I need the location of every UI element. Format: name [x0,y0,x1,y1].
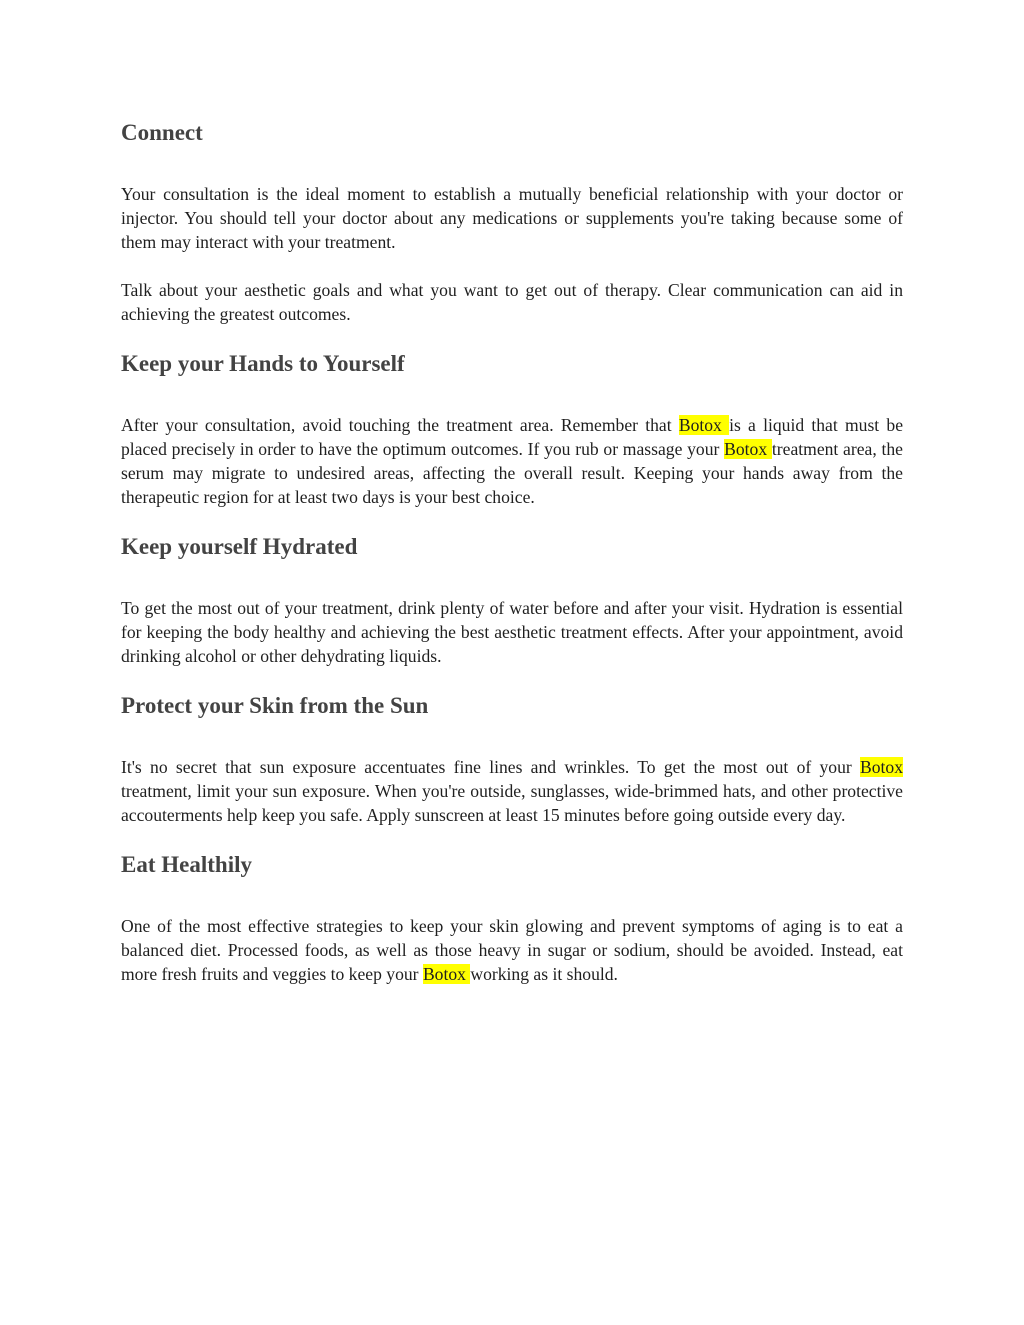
paragraph [121,413,903,509]
paragraph-text: working as it should. [470,964,618,984]
section-heading: Connect [121,120,203,145]
section-connect [121,118,903,326]
section-heading: Eat Healthily [121,852,252,877]
paragraph [121,182,903,254]
paragraph [121,914,903,986]
paragraph-text: treatment area, the serum may migrate to undesired areas, affecting the overall result. Keeping your hands away from the therapeutic region for at least two days is your best choice. [121,439,903,507]
section-hydrated [121,532,903,668]
section-heading: Protect your Skin from the Sun [121,693,429,718]
paragraph [121,278,903,326]
highlighted-term: Botox [859,757,903,777]
highlighted-term: Botox [678,415,730,435]
document-page [121,118,903,986]
paragraph-text: treatment, limit your sun exposure. When you're outside, sunglasses, wide-brimmed hats, and other protective accouterments help keep you safe. Apply sunscreen at least 15 minutes before going outside every day. [121,781,903,825]
paragraph-text: Talk about your aesthetic goals and what you want to get out of therapy. Clear communication can aid in achieving the greatest outcomes. [121,280,903,324]
highlighted-term: Botox [422,964,471,984]
section-heading: Keep yourself Hydrated [121,534,358,559]
paragraph-text: It's no secret that sun exposure accentuates fine lines and wrinkles. To get the most out of your [121,757,860,777]
paragraph-text: One of the most effective strategies to keep your skin glowing and prevent symptoms of aging is to eat a balanced diet. Processed foods, as well as those heavy in sugar or sodium, should be avoided. Instead, eat more fresh fruits and veggies to keep your [121,916,903,984]
section-sun [121,691,903,827]
paragraph [121,596,903,668]
paragraph-text: After your consultation, avoid touching the treatment area. Remember that [121,415,679,435]
section-eat [121,850,903,986]
paragraph [121,755,903,827]
highlighted-term: Botox [724,439,772,459]
section-hands [121,349,903,509]
paragraph-text: Your consultation is the ideal moment to establish a mutually beneficial relationship with your doctor or injector. You should tell your doctor about any medications or supplements you're taking because some of them may interact with your treatment. [121,184,903,252]
paragraph-text: is a liquid that must be placed precisely in order to have the optimum outcomes. If you rub or massage your [121,415,904,459]
section-heading: Keep your Hands to Yourself [121,351,405,376]
paragraph-text: To get the most out of your treatment, drink plenty of water before and after your visit. Hydration is essential for keeping the body healthy and achieving the best aesthetic treatment effects. After your appointment, avoid drinking alcohol or other dehydrating liquids. [121,598,903,666]
